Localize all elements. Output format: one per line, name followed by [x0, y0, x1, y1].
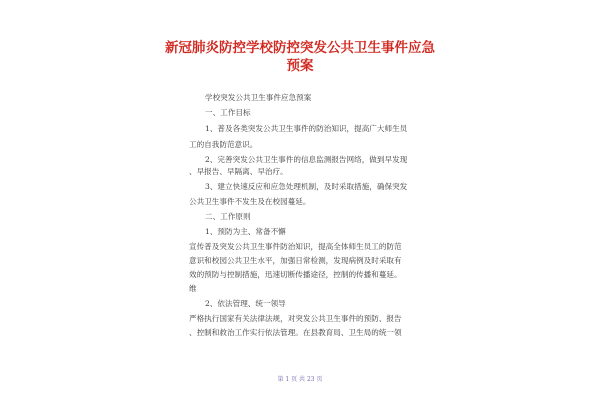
paragraph-line: 1、普及各类突发公共卫生事件的防治知识，提高广大师生员	[205, 124, 408, 133]
paragraph-line: 工的自我防范意识。	[189, 140, 258, 149]
paragraph-line: 意识和校园公共卫生水平，加强日常检测，发现病例及时采取有	[189, 256, 402, 265]
section-heading-principles: 二、工作原则	[205, 212, 251, 221]
paragraph-line: 维	[189, 284, 197, 293]
paragraph-line: 3、建立快速反应和应急处理机制，及时采取措施，确保突发	[205, 182, 408, 191]
document-title-line1: 新冠肺炎防控学校防控突发公共卫生事件应急	[165, 40, 435, 56]
paragraph-line: 2、依法管理、统一领导	[205, 299, 286, 308]
paragraph-line: 、早报告、早隔离、早治疗。	[189, 167, 288, 176]
paragraph-line: 效的预防与控制措施，迅速切断传播途径，控制的传播和蔓延。	[189, 270, 402, 279]
paragraph-line: 1、预防为主、常备不懈	[205, 227, 286, 236]
page-number: 第 1 页 共 23 页	[277, 376, 323, 383]
document-title-line2: 预案	[286, 58, 314, 74]
paragraph-line: 严格执行国家有关法律法规，对突发公共卫生事件的预防、报告	[189, 314, 402, 323]
paragraph-line: 公共卫生事件不发生及在校园蔓延。	[189, 197, 311, 206]
paragraph-line: 、控制和救治工作实行依法管理。在县教育局、卫生局的统一领	[189, 328, 402, 337]
paragraph-line: 2、完善突发公共卫生事件的信息监测报告网络，做到早发现	[205, 155, 408, 164]
body-heading: 学校突发公共卫生事件应急预案	[205, 93, 312, 102]
paragraph-line: 宣传普及突发公共卫生事件防治知识，提高全体师生员工的防范	[189, 242, 402, 251]
section-heading-goals: 一、工作目标	[205, 108, 251, 117]
